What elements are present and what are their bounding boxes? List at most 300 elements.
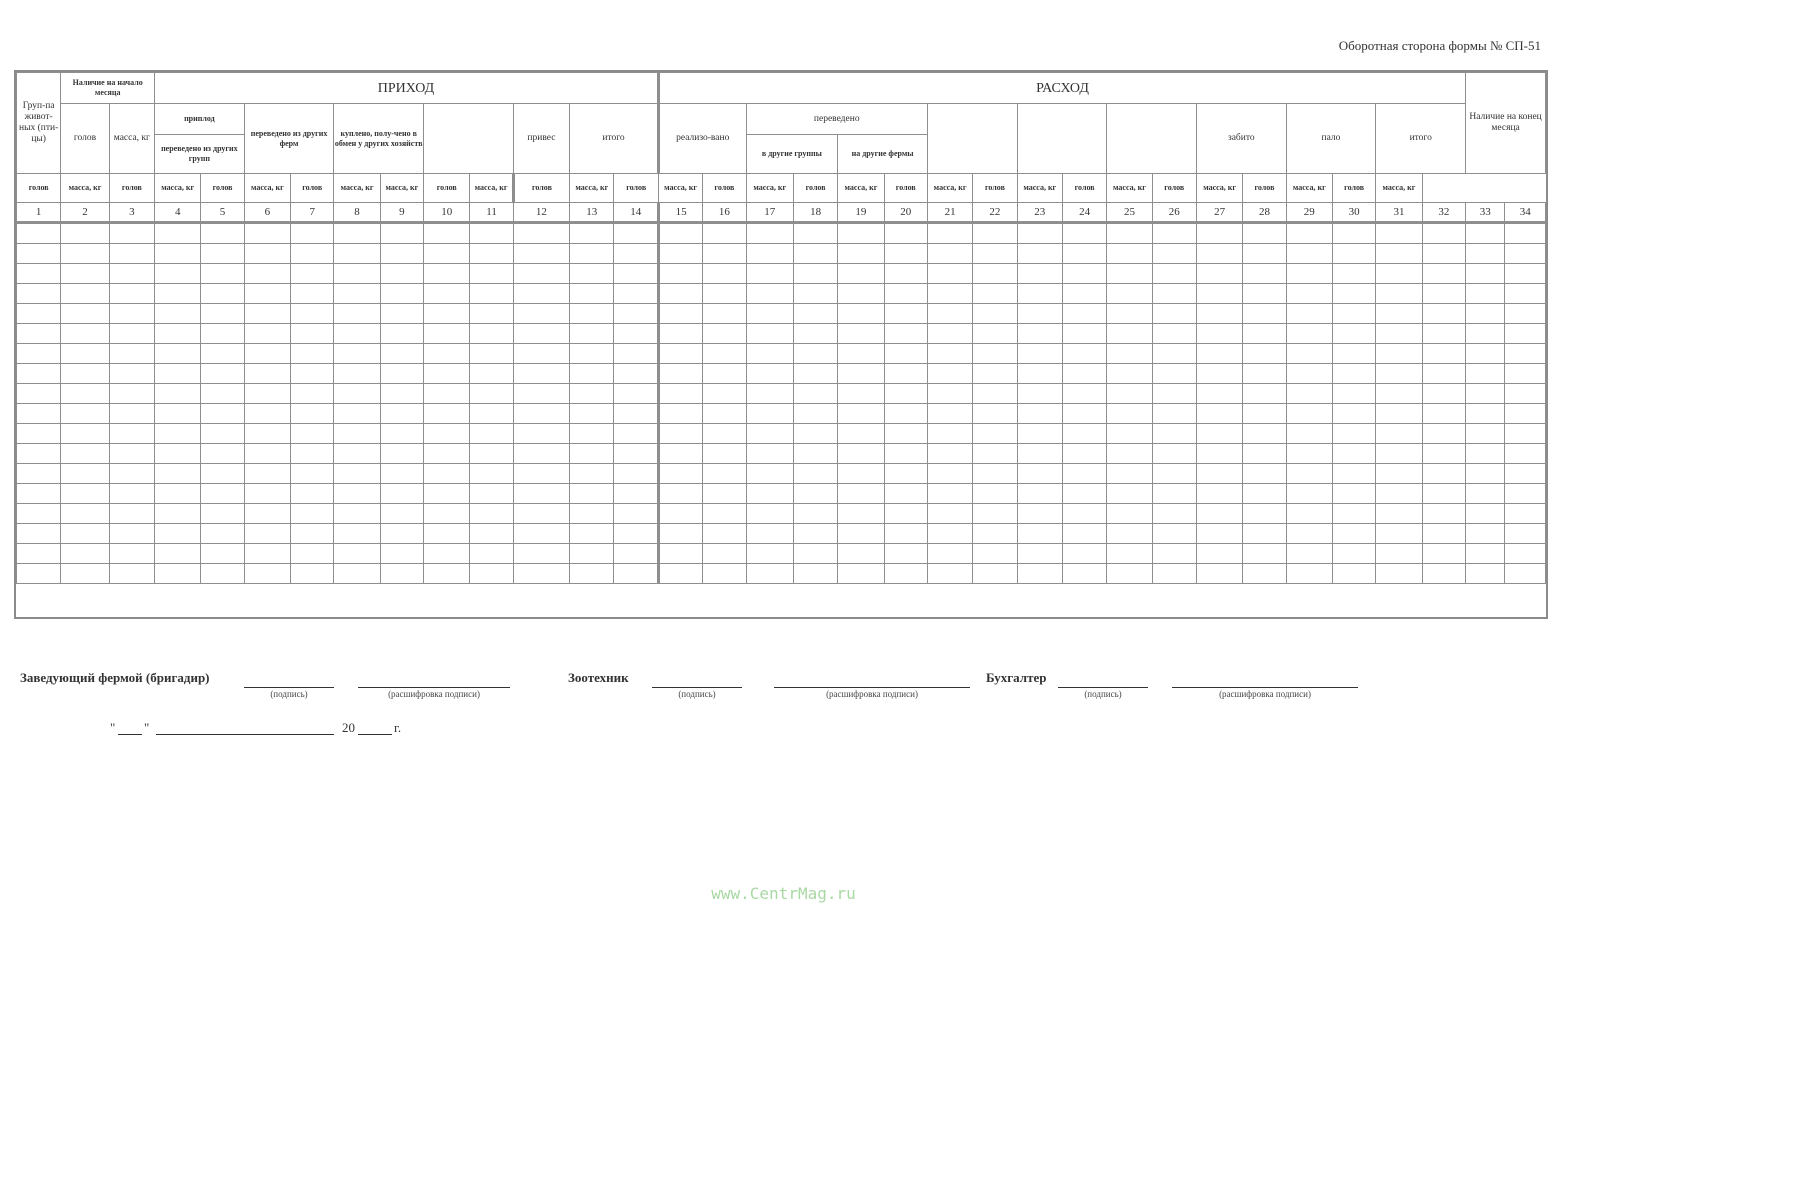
table-cell[interactable] <box>244 424 290 444</box>
table-cell[interactable] <box>793 324 837 344</box>
table-cell[interactable] <box>884 264 927 284</box>
table-cell[interactable] <box>746 304 793 324</box>
table-cell[interactable] <box>470 244 513 264</box>
date-day-line[interactable] <box>118 734 142 735</box>
table-cell[interactable] <box>927 444 972 464</box>
table-cell[interactable] <box>1505 284 1546 304</box>
table-cell[interactable] <box>703 424 746 444</box>
table-cell[interactable] <box>927 304 972 324</box>
table-cell[interactable] <box>291 223 334 244</box>
table-cell[interactable] <box>1243 264 1286 284</box>
table-cell[interactable] <box>201 223 244 244</box>
table-cell[interactable] <box>793 464 837 484</box>
table-cell[interactable] <box>155 223 201 244</box>
table-cell[interactable] <box>838 344 884 364</box>
table-cell[interactable] <box>291 404 334 424</box>
table-cell[interactable] <box>1107 264 1152 284</box>
table-cell[interactable] <box>470 484 513 504</box>
table-cell[interactable] <box>1505 464 1546 484</box>
table-cell[interactable] <box>1376 444 1422 464</box>
table-cell[interactable] <box>1332 444 1375 464</box>
table-cell[interactable] <box>1062 504 1106 524</box>
table-cell[interactable] <box>513 564 569 584</box>
table-cell[interactable] <box>1286 404 1332 424</box>
table-cell[interactable] <box>973 384 1017 404</box>
table-cell[interactable] <box>1152 404 1196 424</box>
table-cell[interactable] <box>793 244 837 264</box>
table-cell[interactable] <box>1376 264 1422 284</box>
table-cell[interactable] <box>614 504 658 524</box>
table-cell[interactable] <box>1152 464 1196 484</box>
table-cell[interactable] <box>470 304 513 324</box>
table-cell[interactable] <box>201 364 244 384</box>
table-cell[interactable] <box>109 524 154 544</box>
table-cell[interactable] <box>1422 244 1466 264</box>
table-cell[interactable] <box>1332 364 1375 384</box>
table-cell[interactable] <box>614 264 658 284</box>
table-cell[interactable] <box>244 304 290 324</box>
table-cell[interactable] <box>1017 223 1062 244</box>
table-cell[interactable] <box>61 504 109 524</box>
table-cell[interactable] <box>1376 223 1422 244</box>
table-cell[interactable] <box>470 524 513 544</box>
table-cell[interactable] <box>793 524 837 544</box>
table-cell[interactable] <box>1286 564 1332 584</box>
table-cell[interactable] <box>1332 384 1375 404</box>
table-cell[interactable] <box>746 404 793 424</box>
table-cell[interactable] <box>291 364 334 384</box>
table-cell[interactable] <box>1196 564 1242 584</box>
table-cell[interactable] <box>424 223 470 244</box>
table-cell[interactable] <box>1196 544 1242 564</box>
table-cell[interactable] <box>884 464 927 484</box>
table-cell[interactable] <box>244 384 290 404</box>
table-cell[interactable] <box>1243 384 1286 404</box>
table-cell[interactable] <box>61 424 109 444</box>
table-cell[interactable] <box>1243 444 1286 464</box>
table-cell[interactable] <box>1017 264 1062 284</box>
table-cell[interactable] <box>614 544 658 564</box>
table-cell[interactable] <box>424 484 470 504</box>
table-cell[interactable] <box>973 504 1017 524</box>
table-cell[interactable] <box>703 264 746 284</box>
table-cell[interactable] <box>1332 223 1375 244</box>
table-cell[interactable] <box>1286 304 1332 324</box>
table-cell[interactable] <box>838 544 884 564</box>
table-cell[interactable] <box>838 424 884 444</box>
table-cell[interactable] <box>746 564 793 584</box>
table-cell[interactable] <box>380 504 423 524</box>
table-cell[interactable] <box>1017 444 1062 464</box>
table-cell[interactable] <box>1505 484 1546 504</box>
table-cell[interactable] <box>884 364 927 384</box>
table-cell[interactable] <box>1017 244 1062 264</box>
table-cell[interactable] <box>884 524 927 544</box>
table-cell[interactable] <box>155 344 201 364</box>
table-cell[interactable] <box>334 444 380 464</box>
table-cell[interactable] <box>424 284 470 304</box>
table-cell[interactable] <box>793 424 837 444</box>
table-cell[interactable] <box>1505 424 1546 444</box>
table-cell[interactable] <box>155 284 201 304</box>
table-cell[interactable] <box>614 384 658 404</box>
table-cell[interactable] <box>1017 344 1062 364</box>
table-cell[interactable] <box>17 223 61 244</box>
table-cell[interactable] <box>1243 364 1286 384</box>
table-cell[interactable] <box>1017 544 1062 564</box>
table-cell[interactable] <box>793 544 837 564</box>
table-cell[interactable] <box>424 504 470 524</box>
table-cell[interactable] <box>1243 404 1286 424</box>
table-cell[interactable] <box>703 564 746 584</box>
table-cell[interactable] <box>61 324 109 344</box>
table-cell[interactable] <box>1422 324 1466 344</box>
table-cell[interactable] <box>746 464 793 484</box>
table-cell[interactable] <box>1466 444 1505 464</box>
table-cell[interactable] <box>973 344 1017 364</box>
table-cell[interactable] <box>61 404 109 424</box>
table-cell[interactable] <box>17 524 61 544</box>
table-cell[interactable] <box>570 344 614 364</box>
table-cell[interactable] <box>1466 544 1505 564</box>
table-cell[interactable] <box>927 284 972 304</box>
table-cell[interactable] <box>1196 364 1242 384</box>
table-cell[interactable] <box>1196 223 1242 244</box>
table-cell[interactable] <box>334 404 380 424</box>
table-cell[interactable] <box>1505 264 1546 284</box>
table-cell[interactable] <box>614 324 658 344</box>
table-cell[interactable] <box>1107 544 1152 564</box>
table-cell[interactable] <box>1196 444 1242 464</box>
table-cell[interactable] <box>1062 404 1106 424</box>
table-cell[interactable] <box>703 364 746 384</box>
zootechnician-name-line[interactable] <box>774 687 970 688</box>
table-cell[interactable] <box>291 564 334 584</box>
table-cell[interactable] <box>1422 564 1466 584</box>
table-cell[interactable] <box>201 564 244 584</box>
table-cell[interactable] <box>17 264 61 284</box>
table-cell[interactable] <box>570 364 614 384</box>
table-cell[interactable] <box>927 344 972 364</box>
table-cell[interactable] <box>201 544 244 564</box>
table-cell[interactable] <box>1107 364 1152 384</box>
table-cell[interactable] <box>513 524 569 544</box>
table-cell[interactable] <box>109 324 154 344</box>
table-cell[interactable] <box>884 344 927 364</box>
table-cell[interactable] <box>513 244 569 264</box>
table-cell[interactable] <box>746 344 793 364</box>
table-cell[interactable] <box>838 324 884 344</box>
head-of-farm-name-line[interactable] <box>358 687 510 688</box>
table-cell[interactable] <box>703 284 746 304</box>
table-cell[interactable] <box>884 304 927 324</box>
table-cell[interactable] <box>838 384 884 404</box>
table-cell[interactable] <box>793 364 837 384</box>
table-cell[interactable] <box>201 484 244 504</box>
table-cell[interactable] <box>973 244 1017 264</box>
table-cell[interactable] <box>614 484 658 504</box>
table-cell[interactable] <box>1376 324 1422 344</box>
table-cell[interactable] <box>380 304 423 324</box>
table-cell[interactable] <box>201 404 244 424</box>
table-cell[interactable] <box>513 304 569 324</box>
date-month-line[interactable] <box>156 734 334 735</box>
table-cell[interactable] <box>155 504 201 524</box>
table-cell[interactable] <box>1332 304 1375 324</box>
table-cell[interactable] <box>1062 244 1106 264</box>
table-cell[interactable] <box>1107 504 1152 524</box>
table-cell[interactable] <box>1466 424 1505 444</box>
table-cell[interactable] <box>1422 344 1466 364</box>
table-cell[interactable] <box>513 264 569 284</box>
table-cell[interactable] <box>109 364 154 384</box>
table-cell[interactable] <box>838 444 884 464</box>
table-cell[interactable] <box>470 404 513 424</box>
table-cell[interactable] <box>291 384 334 404</box>
table-cell[interactable] <box>793 223 837 244</box>
table-cell[interactable] <box>1062 324 1106 344</box>
table-cell[interactable] <box>291 244 334 264</box>
table-cell[interactable] <box>380 424 423 444</box>
table-cell[interactable] <box>1017 464 1062 484</box>
table-cell[interactable] <box>1376 364 1422 384</box>
table-cell[interactable] <box>244 344 290 364</box>
table-cell[interactable] <box>1505 404 1546 424</box>
table-cell[interactable] <box>1107 284 1152 304</box>
table-cell[interactable] <box>334 504 380 524</box>
table-cell[interactable] <box>1243 544 1286 564</box>
table-cell[interactable] <box>17 324 61 344</box>
table-cell[interactable] <box>1017 504 1062 524</box>
table-cell[interactable] <box>1243 424 1286 444</box>
table-cell[interactable] <box>61 304 109 324</box>
table-cell[interactable] <box>470 264 513 284</box>
table-cell[interactable] <box>470 223 513 244</box>
table-cell[interactable] <box>470 464 513 484</box>
table-cell[interactable] <box>1017 404 1062 424</box>
table-cell[interactable] <box>1243 244 1286 264</box>
table-cell[interactable] <box>424 364 470 384</box>
table-cell[interactable] <box>884 544 927 564</box>
table-cell[interactable] <box>334 264 380 284</box>
accountant-signature-line[interactable] <box>1058 687 1148 688</box>
table-cell[interactable] <box>1466 484 1505 504</box>
table-cell[interactable] <box>1505 384 1546 404</box>
table-cell[interactable] <box>1505 244 1546 264</box>
table-cell[interactable] <box>1376 564 1422 584</box>
table-cell[interactable] <box>61 544 109 564</box>
table-cell[interactable] <box>201 244 244 264</box>
table-cell[interactable] <box>927 544 972 564</box>
table-cell[interactable] <box>1422 444 1466 464</box>
head-of-farm-signature-line[interactable] <box>244 687 334 688</box>
table-cell[interactable] <box>884 284 927 304</box>
table-cell[interactable] <box>1152 504 1196 524</box>
table-cell[interactable] <box>658 424 702 444</box>
table-cell[interactable] <box>1062 304 1106 324</box>
table-cell[interactable] <box>703 464 746 484</box>
table-cell[interactable] <box>470 544 513 564</box>
table-cell[interactable] <box>291 544 334 564</box>
table-cell[interactable] <box>614 223 658 244</box>
table-cell[interactable] <box>1196 484 1242 504</box>
table-cell[interactable] <box>1422 304 1466 324</box>
table-cell[interactable] <box>201 344 244 364</box>
table-cell[interactable] <box>746 544 793 564</box>
table-cell[interactable] <box>244 444 290 464</box>
table-cell[interactable] <box>1107 404 1152 424</box>
table-cell[interactable] <box>973 444 1017 464</box>
table-cell[interactable] <box>746 424 793 444</box>
table-cell[interactable] <box>17 244 61 264</box>
table-cell[interactable] <box>884 223 927 244</box>
table-cell[interactable] <box>570 244 614 264</box>
table-cell[interactable] <box>746 484 793 504</box>
table-cell[interactable] <box>244 324 290 344</box>
table-cell[interactable] <box>746 524 793 544</box>
table-cell[interactable] <box>1286 284 1332 304</box>
table-cell[interactable] <box>513 223 569 244</box>
table-cell[interactable] <box>614 344 658 364</box>
table-cell[interactable] <box>1017 424 1062 444</box>
table-cell[interactable] <box>109 424 154 444</box>
table-cell[interactable] <box>1107 564 1152 584</box>
table-cell[interactable] <box>291 464 334 484</box>
table-cell[interactable] <box>884 444 927 464</box>
table-cell[interactable] <box>155 444 201 464</box>
table-cell[interactable] <box>1062 223 1106 244</box>
table-cell[interactable] <box>973 524 1017 544</box>
table-cell[interactable] <box>1062 464 1106 484</box>
table-cell[interactable] <box>155 264 201 284</box>
table-cell[interactable] <box>927 384 972 404</box>
table-cell[interactable] <box>614 564 658 584</box>
table-cell[interactable] <box>201 444 244 464</box>
table-cell[interactable] <box>1062 344 1106 364</box>
table-cell[interactable] <box>1422 504 1466 524</box>
table-cell[interactable] <box>1152 484 1196 504</box>
table-cell[interactable] <box>838 284 884 304</box>
table-cell[interactable] <box>1017 384 1062 404</box>
table-cell[interactable] <box>1152 284 1196 304</box>
table-cell[interactable] <box>61 223 109 244</box>
table-cell[interactable] <box>1466 404 1505 424</box>
table-cell[interactable] <box>61 464 109 484</box>
table-cell[interactable] <box>380 464 423 484</box>
table-cell[interactable] <box>470 324 513 344</box>
table-cell[interactable] <box>703 244 746 264</box>
table-cell[interactable] <box>838 304 884 324</box>
table-cell[interactable] <box>927 464 972 484</box>
table-cell[interactable] <box>1422 364 1466 384</box>
table-cell[interactable] <box>334 564 380 584</box>
table-cell[interactable] <box>61 284 109 304</box>
table-cell[interactable] <box>1422 264 1466 284</box>
table-cell[interactable] <box>380 404 423 424</box>
table-cell[interactable] <box>1505 304 1546 324</box>
table-cell[interactable] <box>1376 344 1422 364</box>
table-cell[interactable] <box>291 324 334 344</box>
table-cell[interactable] <box>155 384 201 404</box>
table-cell[interactable] <box>513 344 569 364</box>
table-cell[interactable] <box>201 384 244 404</box>
table-cell[interactable] <box>244 484 290 504</box>
table-cell[interactable] <box>1286 344 1332 364</box>
table-cell[interactable] <box>61 384 109 404</box>
table-cell[interactable] <box>291 484 334 504</box>
table-cell[interactable] <box>1466 464 1505 484</box>
table-cell[interactable] <box>703 444 746 464</box>
table-cell[interactable] <box>1062 264 1106 284</box>
table-cell[interactable] <box>838 364 884 384</box>
table-cell[interactable] <box>1243 504 1286 524</box>
table-cell[interactable] <box>1376 504 1422 524</box>
table-cell[interactable] <box>1286 384 1332 404</box>
table-cell[interactable] <box>973 284 1017 304</box>
table-cell[interactable] <box>927 484 972 504</box>
table-cell[interactable] <box>513 404 569 424</box>
table-cell[interactable] <box>1466 324 1505 344</box>
table-cell[interactable] <box>838 564 884 584</box>
table-cell[interactable] <box>658 444 702 464</box>
table-cell[interactable] <box>470 364 513 384</box>
table-cell[interactable] <box>1376 284 1422 304</box>
table-cell[interactable] <box>61 524 109 544</box>
table-cell[interactable] <box>658 223 702 244</box>
table-cell[interactable] <box>109 404 154 424</box>
table-cell[interactable] <box>703 404 746 424</box>
table-cell[interactable] <box>1196 424 1242 444</box>
table-cell[interactable] <box>1196 324 1242 344</box>
table-cell[interactable] <box>1422 284 1466 304</box>
table-cell[interactable] <box>1196 284 1242 304</box>
table-cell[interactable] <box>109 384 154 404</box>
table-cell[interactable] <box>1107 424 1152 444</box>
table-cell[interactable] <box>424 344 470 364</box>
table-cell[interactable] <box>1243 223 1286 244</box>
table-cell[interactable] <box>1505 504 1546 524</box>
table-cell[interactable] <box>109 284 154 304</box>
table-cell[interactable] <box>614 524 658 544</box>
table-cell[interactable] <box>1376 464 1422 484</box>
table-cell[interactable] <box>1107 304 1152 324</box>
table-cell[interactable] <box>1196 464 1242 484</box>
table-cell[interactable] <box>1243 564 1286 584</box>
table-cell[interactable] <box>380 484 423 504</box>
table-cell[interactable] <box>838 244 884 264</box>
table-cell[interactable] <box>513 284 569 304</box>
table-cell[interactable] <box>334 223 380 244</box>
table-cell[interactable] <box>61 344 109 364</box>
table-cell[interactable] <box>1107 324 1152 344</box>
table-cell[interactable] <box>1107 444 1152 464</box>
table-cell[interactable] <box>927 244 972 264</box>
table-cell[interactable] <box>746 384 793 404</box>
table-cell[interactable] <box>614 424 658 444</box>
table-cell[interactable] <box>1332 424 1375 444</box>
table-cell[interactable] <box>973 464 1017 484</box>
table-cell[interactable] <box>1376 524 1422 544</box>
table-cell[interactable] <box>109 544 154 564</box>
table-cell[interactable] <box>793 444 837 464</box>
table-cell[interactable] <box>927 223 972 244</box>
table-cell[interactable] <box>614 284 658 304</box>
table-cell[interactable] <box>703 524 746 544</box>
table-cell[interactable] <box>17 464 61 484</box>
table-cell[interactable] <box>1466 524 1505 544</box>
table-cell[interactable] <box>884 244 927 264</box>
table-cell[interactable] <box>334 484 380 504</box>
